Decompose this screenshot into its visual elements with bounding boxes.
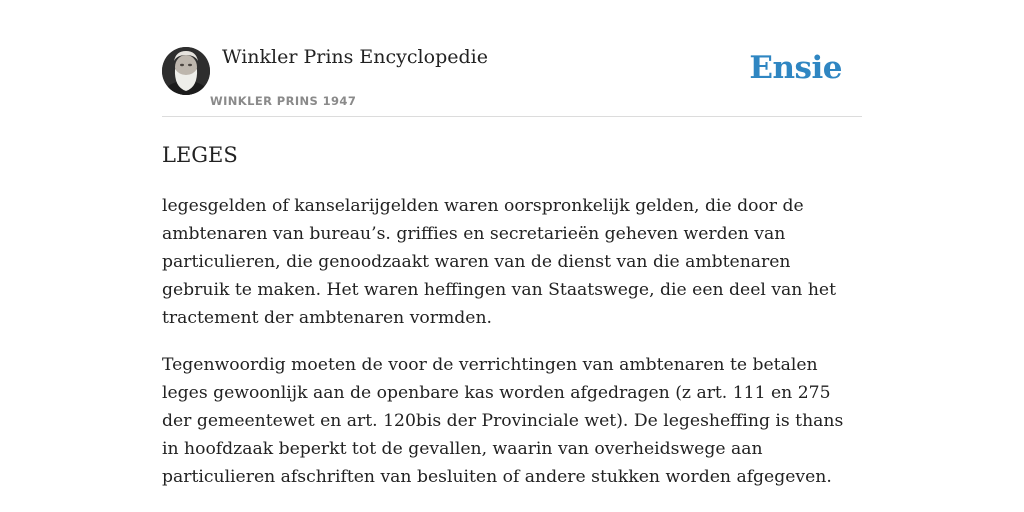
source-subtitle[interactable]: WINKLER PRINS 1947 bbox=[210, 94, 357, 108]
portrait-avatar-icon[interactable] bbox=[162, 47, 210, 95]
site-title[interactable]: Winkler Prins Encyclopedie bbox=[222, 46, 488, 68]
article-paragraph: Tegenwoordig moeten de voor de verrichtingen van ambtenaren te betalen leges gewoonlijk aan de openbare kas worden afgedragen (z art. 111 en 275 der gemeentewet en art. 120bis der Provinciale wet). De legesheffing is thans in hoofdzaak beperkt tot de gevallen, waarin van overheidswege aan particulieren afschriften van besluiten of andere stukken worden afgegeven. bbox=[162, 355, 844, 487]
site-header bbox=[162, 0, 862, 117]
entry-title: LEGES bbox=[162, 143, 238, 167]
article bbox=[162, 138, 862, 491]
article-paragraph: legesgelden of kanselarijgelden waren oorspronkelijk gelden, die door de ambtenaren van bureau’s. griffies en secretarieën geheven werden van particulieren, die genoodzaakt waren van de dienst van die ambtenaren gebruik te maken. Het waren heffingen van Staatswege, die een deel van het tractement der ambtenaren vormden. bbox=[162, 196, 836, 328]
ensie-logo[interactable]: Ensie bbox=[749, 50, 842, 86]
